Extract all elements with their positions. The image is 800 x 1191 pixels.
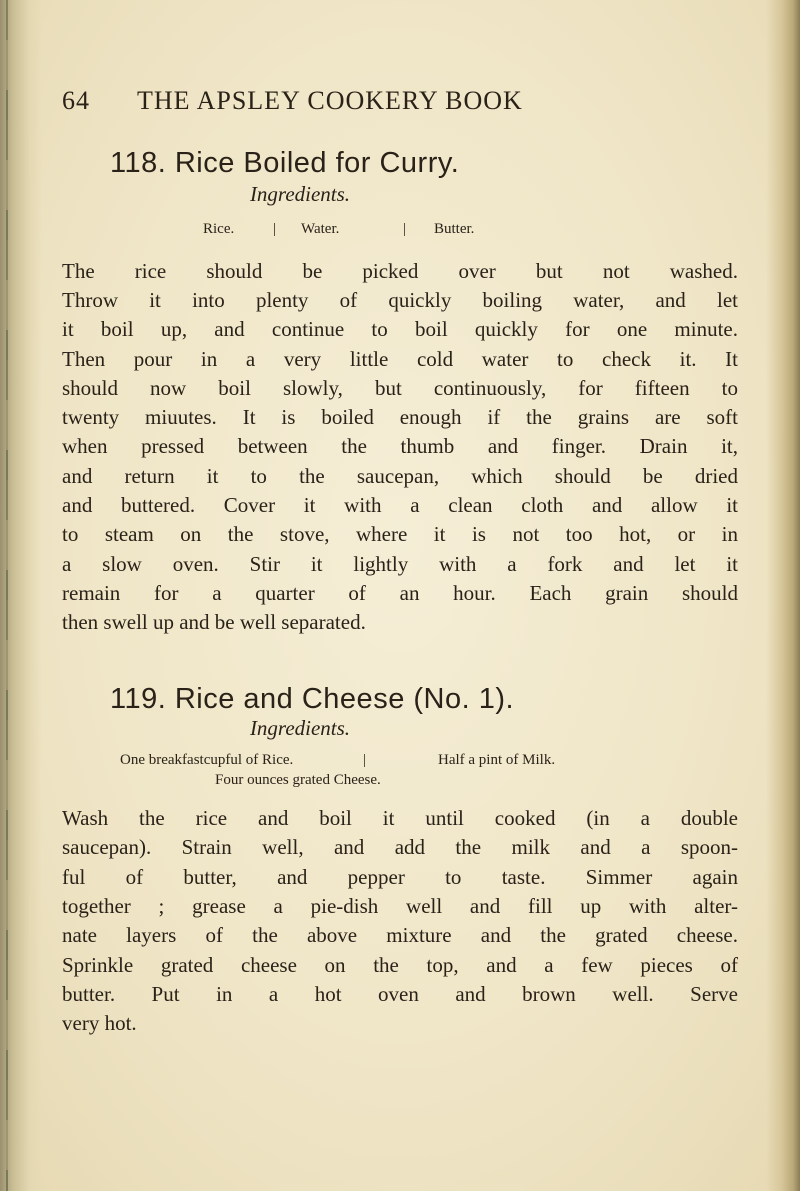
ingredients-list [0, 221, 800, 241]
page-header [62, 86, 662, 120]
ingredient-item: Half a pint of Milk. [438, 752, 556, 768]
page-binding-edge [0, 0, 42, 1191]
text-line: a slow oven. Stir it lightly with a fork and let it [62, 552, 738, 576]
ingredients-list [0, 752, 800, 772]
text-line: saucepan). Strain well, and add the milk and a spoon- [62, 835, 738, 859]
ingredient-item: One breakfastcupful of Rice. [120, 752, 294, 768]
ingredient-divider: | [403, 221, 407, 237]
ingredients-list [0, 772, 800, 792]
running-head: THE APSLEY COOKERY BOOK [137, 86, 523, 115]
text-line: Throw it into plenty of quickly boiling water, and let [62, 288, 738, 312]
text-line: should now boil slowly, but continuously, for fifteen to [62, 376, 738, 400]
text-line: The rice should be picked over but not washed. [62, 259, 738, 283]
text-line: to steam on the stove, where it is not too hot, or in [62, 522, 738, 546]
text-line: Then pour in a very little cold water to check it. It [62, 347, 738, 371]
ingredient-divider: | [273, 221, 277, 237]
ingredient-divider: | [363, 752, 367, 768]
text-line: ful of butter, and pepper to taste. Simmer again [62, 865, 738, 889]
text-line: then swell up and be well separated. [62, 610, 366, 634]
ingredient-item: Butter. [434, 221, 475, 237]
text-line: and return it to the saucepan, which should be dried [62, 464, 738, 488]
text-line: together ; grease a pie-dish well and fill up with alter- [62, 894, 738, 918]
text-line: nate layers of the above mixture and the grated cheese. [62, 923, 738, 947]
text-line: it boil up, and continue to boil quickly for one minute. [62, 317, 738, 341]
text-line: and buttered. Cover it with a clean cloth and allow it [62, 493, 738, 517]
recipe-title: 118. Rice Boiled for Curry. [110, 147, 460, 179]
ingredient-item: Rice. [203, 221, 235, 237]
ingredient-item: Four ounces grated Cheese. [215, 772, 381, 788]
ingredient-item: Water. [301, 221, 340, 237]
text-line: butter. Put in a hot oven and brown well. Serve [62, 982, 738, 1006]
page-fore-edge [766, 0, 800, 1191]
ingredients-heading: Ingredients. [249, 182, 351, 206]
text-line: very hot. [62, 1011, 137, 1035]
recipe-title: 119. Rice and Cheese (No. 1). [110, 683, 515, 715]
text-line: Sprinkle grated cheese on the top, and a few pieces of [62, 953, 738, 977]
text-line: Wash the rice and boil it until cooked (in a double [62, 806, 738, 830]
text-line: when pressed between the thumb and finger. Drain it, [62, 434, 738, 458]
ingredients-heading: Ingredients. [249, 716, 351, 740]
text-line: remain for a quarter of an hour. Each grain should [62, 581, 738, 605]
text-line: twenty miuutes. It is boiled enough if the grains are soft [62, 405, 738, 429]
page-number: 64 [62, 86, 90, 115]
